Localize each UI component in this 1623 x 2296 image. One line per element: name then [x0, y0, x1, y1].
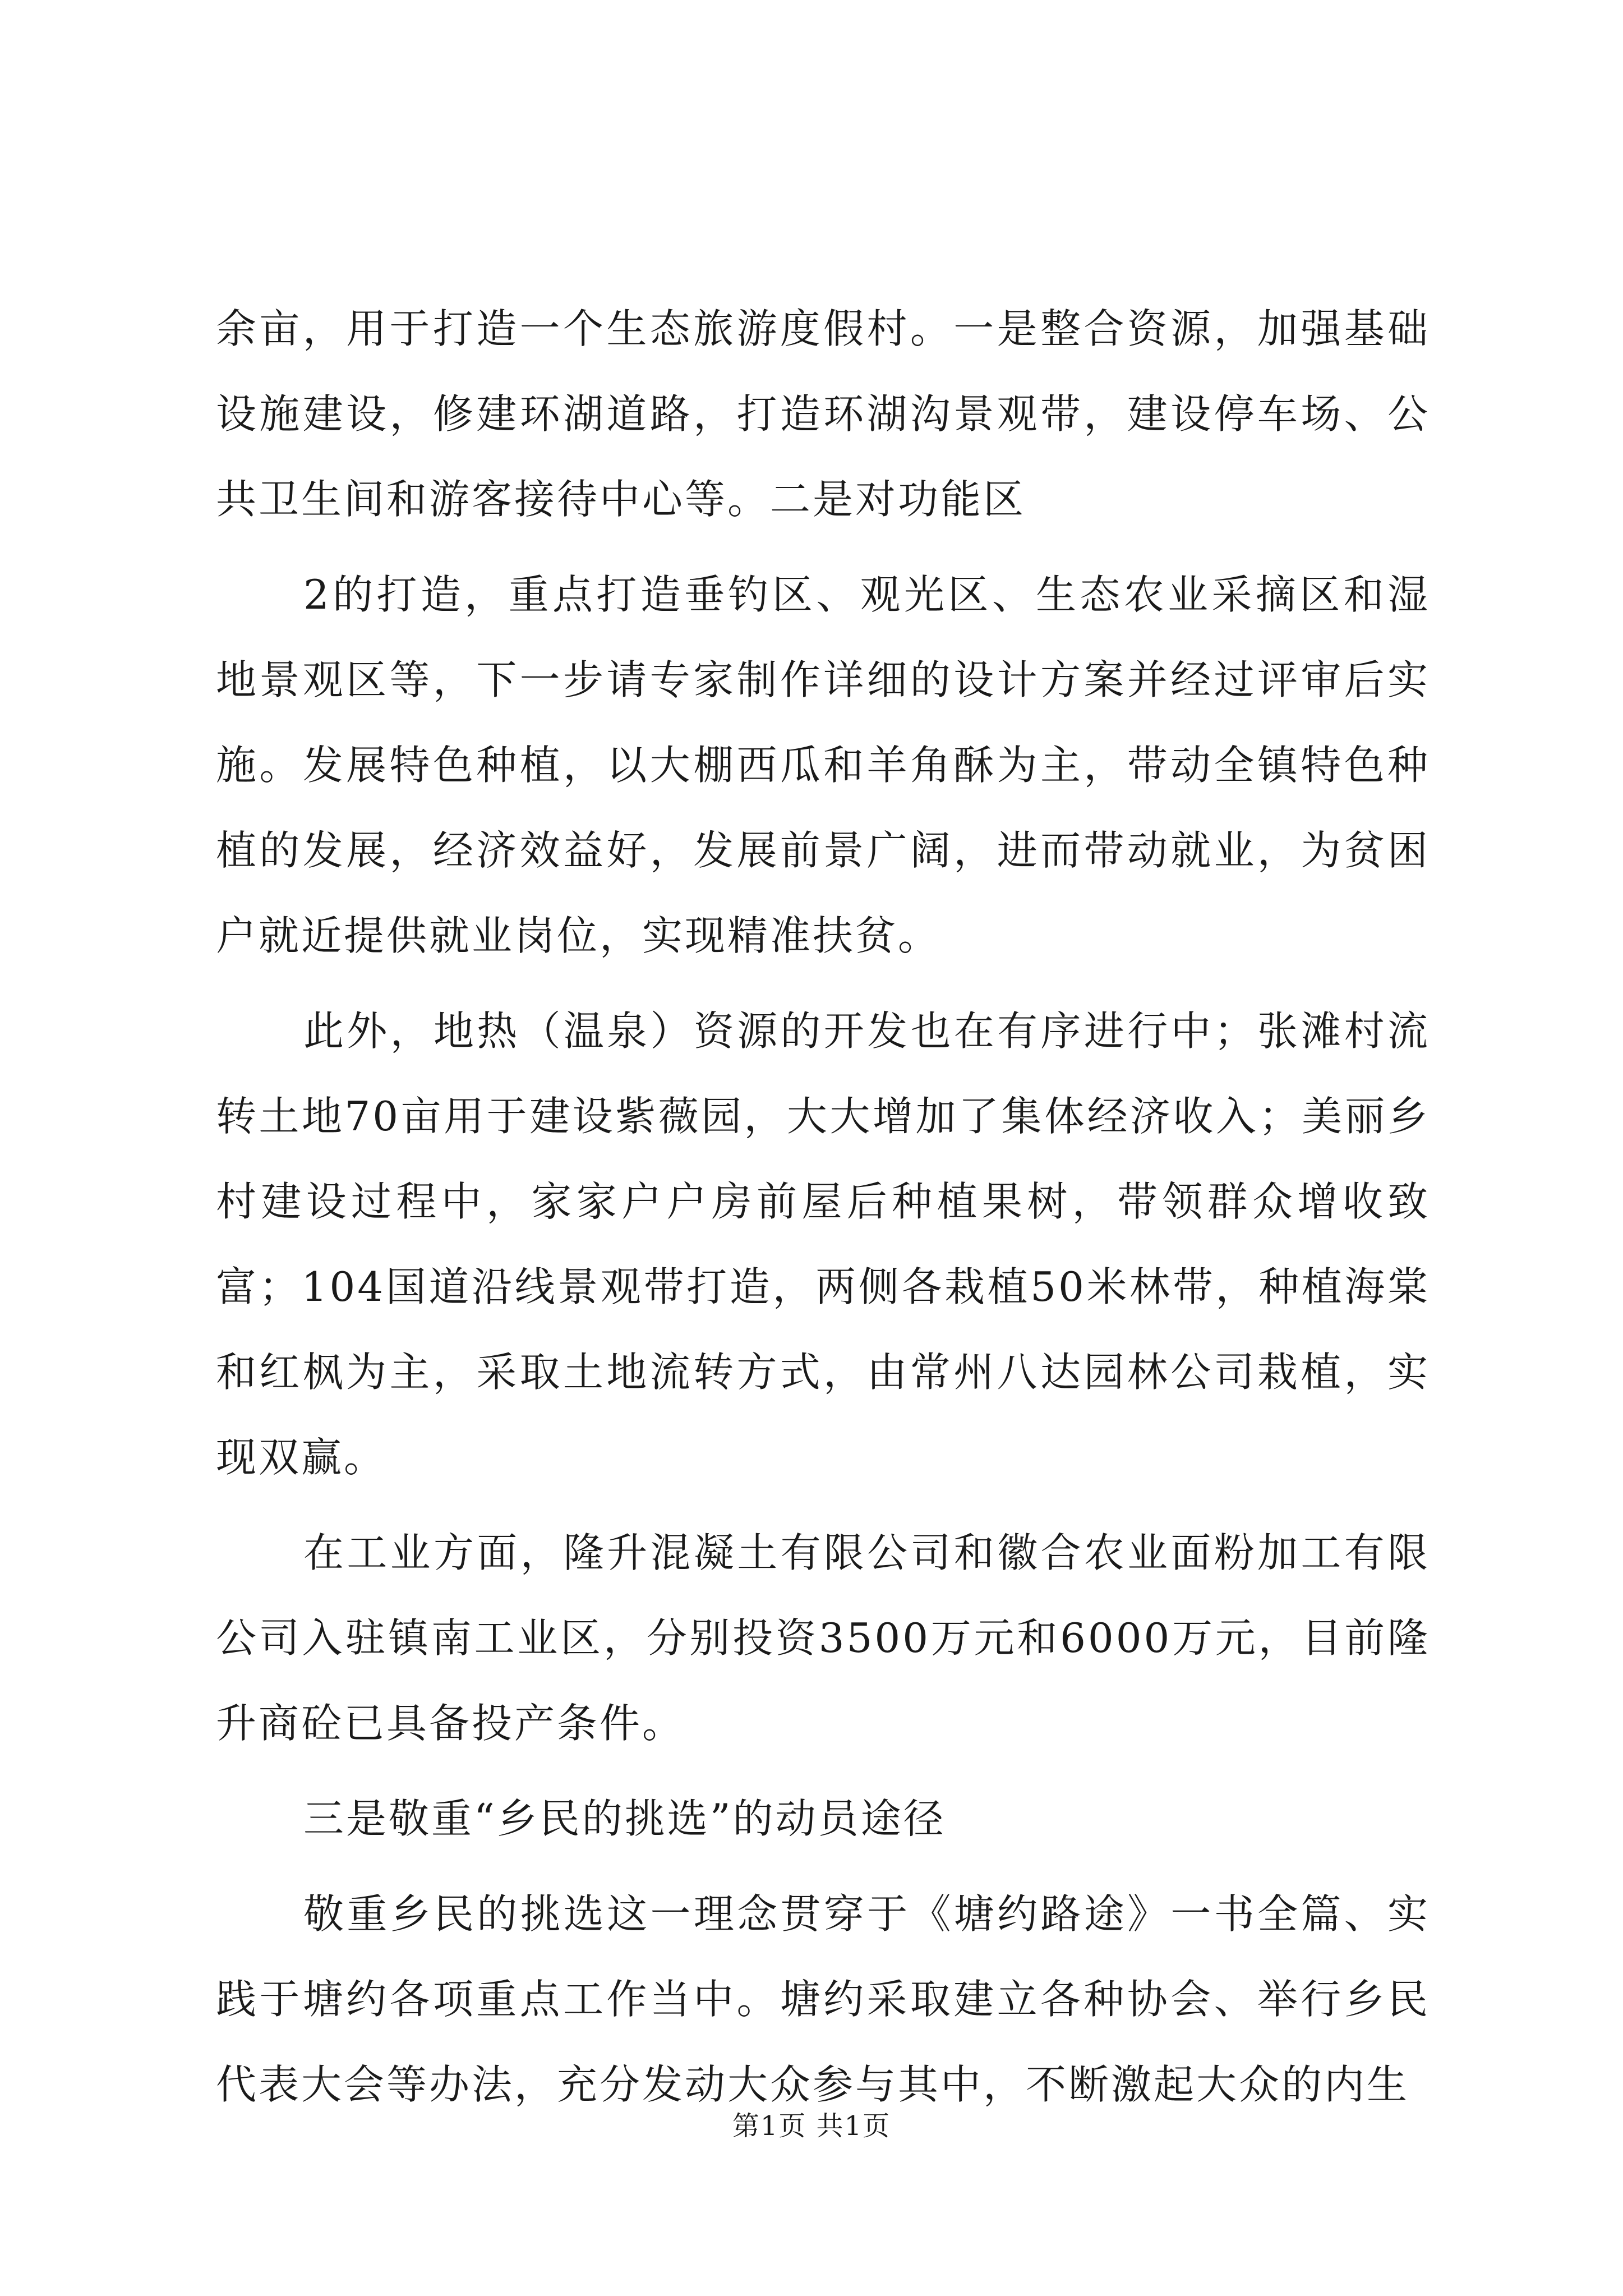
section-heading: 三是敬重“乡民的挑选”的动员途径	[303, 1795, 946, 1842]
paragraph-4: 在工业方面，隆升混凝土有限公司和徽合农业面粉加工有限公司入驻镇南工业区，分别投资3500万元和6000万元，目前隆升商砼已具备投产条件。	[216, 1529, 1430, 1747]
paragraph-1: 余亩，用于打造一个生态旅游度假村。一是整合资源，加强基础设施建设，修建环湖道路，打造环湖沟景观带，建设停车场、公共卫生间和游客接待中心等。二是对功能区	[216, 305, 1430, 523]
paragraph-3: 此外，地热（温泉）资源的开发也在有序进行中；张滩村流转土地70亩用于建设紫薇园，大大增加了集体经济收入；美丽乡村建设过程中，家家户户房前屋后种植果树，带领群众增收致富；104国道沿线景观带打造，两侧各栽植50米林带，种植海棠和红枫为主，采取土地流转方式，由常州八达园林公司栽植，实现双赢。	[216, 1007, 1430, 1481]
paragraph-2: 2的打造，重点打造垂钓区、观光区、生态农业采摘区和湿地景观区等，下一步请专家制作详细的设计方案并经过评审后实施。发展特色种植，以大棚西瓜和羊角酥为主，带动全镇特色种植的发展，经济效益好，发展前景广阔，进而带动就业，为贫困户就近提供就业岗位，实现精准扶贫。	[216, 571, 1430, 959]
document-body	[216, 286, 1430, 2127]
page-footer: 第1页 共1页	[732, 2110, 891, 2142]
paragraph-5: 敬重乡民的挑选这一理念贯穿于《塘约路途》一书全篇、实践于塘约各项重点工作当中。塘约采取建立各种协会、举行乡民代表大会等办法，充分发动大众参与其中，不断激起大众的内生	[216, 1890, 1430, 2108]
